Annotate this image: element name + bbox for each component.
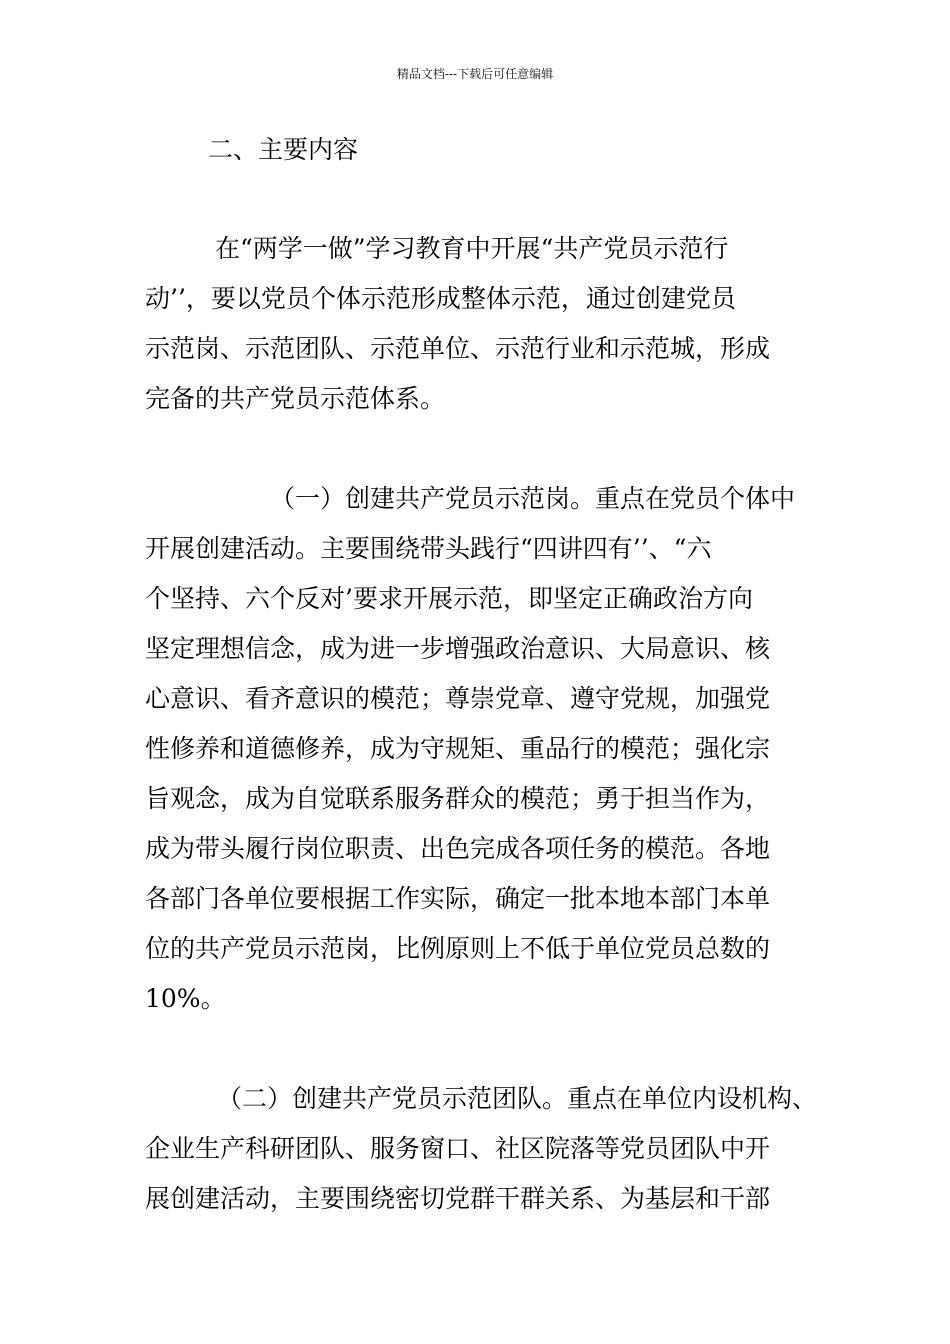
paragraph-line: 示范岗、示范团队、示范单位、示范行业和示范城，形成 [145,334,771,363]
paragraph-line: 10%。 [145,984,226,1013]
paragraph-line: 展创建活动，主要围绕密切党群干群关系、为基层和干部 [145,1184,771,1213]
paragraph-line: （二）创建共产党员示范团队。重点在单位内设机构、 [217,1084,818,1113]
paragraph-line: 性修养和道德修养，成为守规矩、重品行的模范；强化宗 [145,734,771,763]
paragraph-line: 完备的共产党员示范体系。 [145,384,446,413]
paragraph-item-2 [145,1074,818,1224]
page-header: 精品文档---下载后可任意编辑 [396,67,554,81]
paragraph-line: 成为带头履行岗位职责、出色完成各项任务的模范。各地 [145,834,771,863]
paragraph-intro [145,224,815,424]
paragraph-line: 位的共产党员示范岗，比例原则上不低于单位党员总数的 [145,934,771,963]
paragraph-line: （一）创建共产党员示范岗。重点在党员个体中 [270,484,796,513]
paragraph-line: 心意识、看齐意识的模范；尊崇党章、遵守党规，加强党 [145,684,771,713]
paragraph-line: 在“两学一做”学习教育中开展“共产党员示范行 [215,234,729,263]
paragraph-line: 动’’，要以党员个体示范形成整体示范，通过创建党员 [145,284,736,313]
paragraph-line: 企业生产科研团队、服务窗口、社区院落等党员团队中开 [145,1134,771,1163]
section-heading: 二、主要内容 [208,135,359,164]
paragraph-line: 旨观念，成为自觉联系服务群众的模范；勇于担当作为， [145,784,771,813]
paragraph-item-1 [145,474,815,1024]
paragraph-line: 坚定理想信念，成为进一步增强政治意识、大局意识、核 [145,634,771,663]
paragraph-line: 开展创建活动。主要围绕带头践行“四讲四有’’、“六 [145,534,712,563]
paragraph-line: 各部门各单位要根据工作实际，确定一批本地本部门本单 [145,884,771,913]
paragraph-line: 个坚持、六个反对’要求开展示范，即坚定正确政治方向 [145,584,753,613]
